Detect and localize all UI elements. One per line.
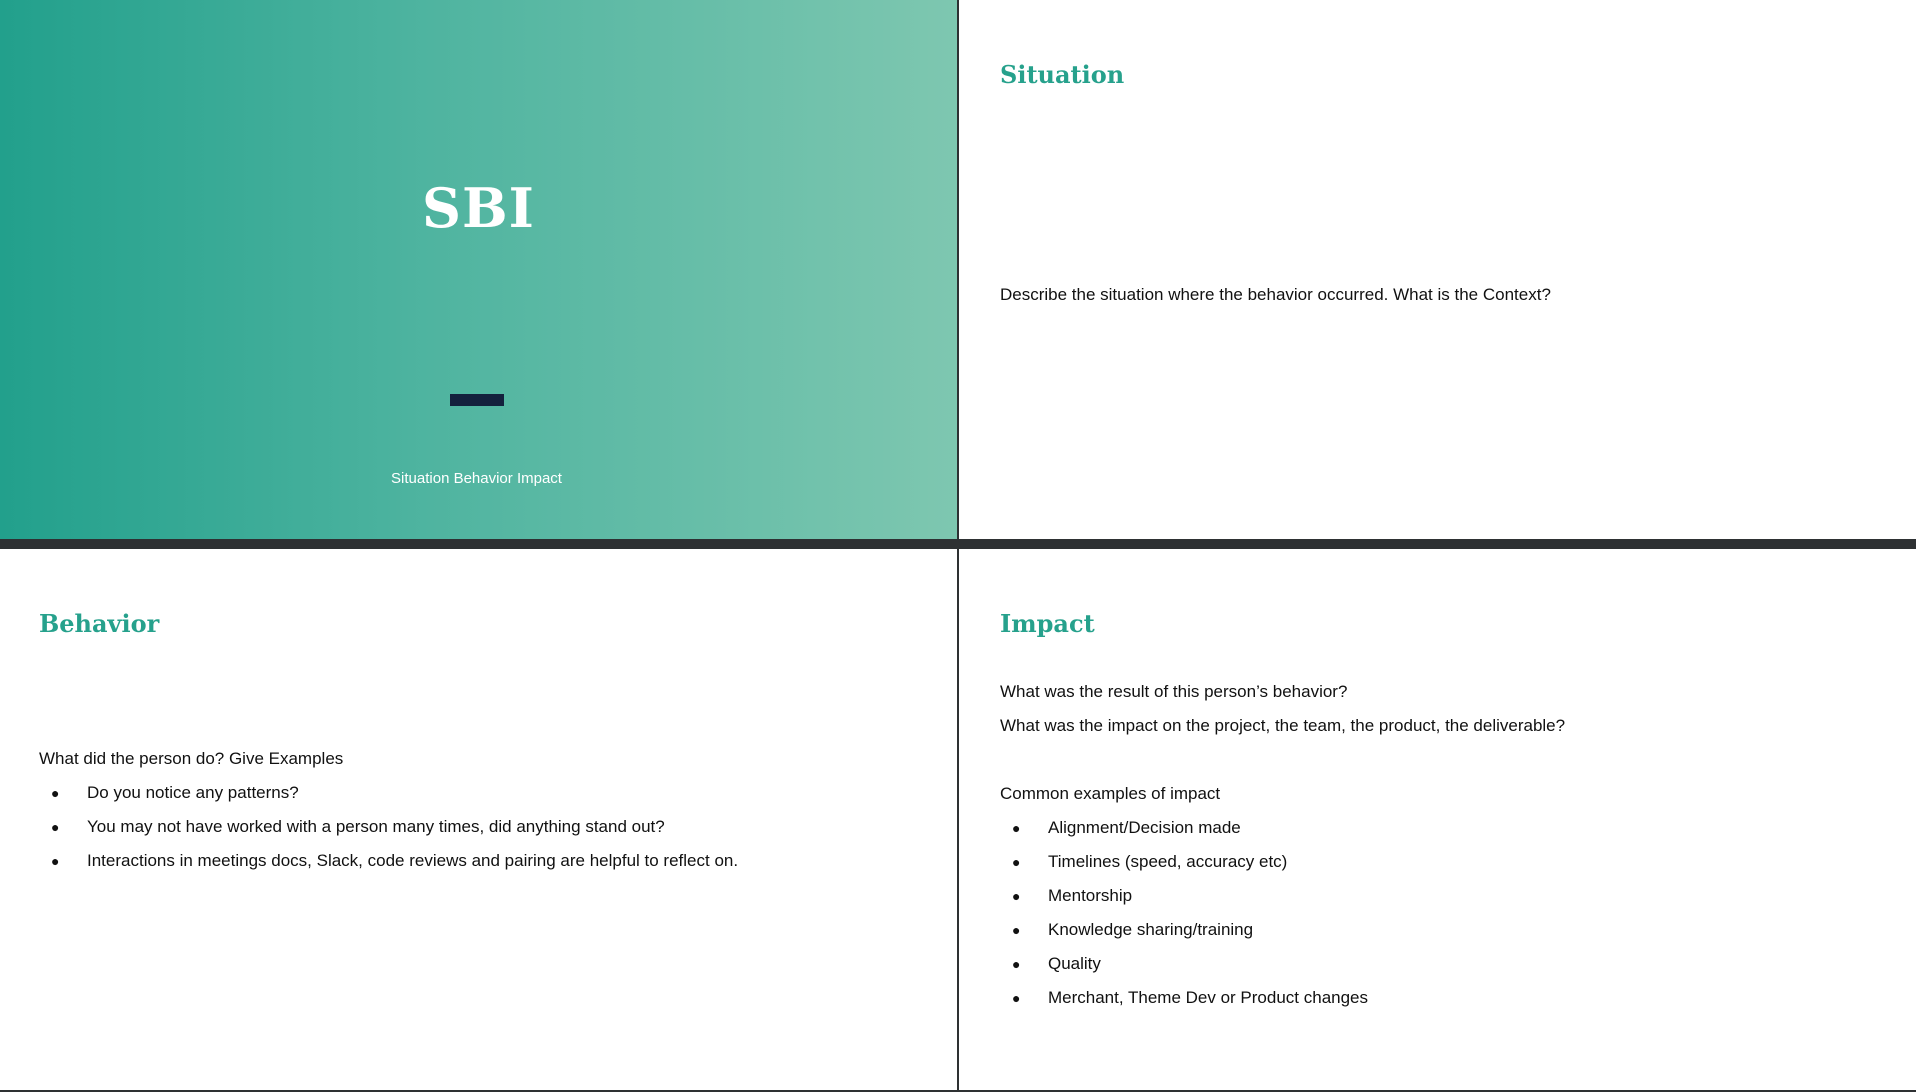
list-item [1000,879,1565,913]
list-item [1000,947,1565,981]
bullet-icon: ● [51,785,60,801]
list-item-text: Knowledge sharing/training [1048,920,1254,939]
list-item [1000,913,1565,947]
list-item-text: Timelines (speed, accuracy etc) [1048,852,1288,871]
title-subtitle: Situation Behavior Impact [391,470,562,487]
slide-situation[interactable] [959,0,1916,539]
list-item-text: Mentorship [1048,886,1133,905]
situation-heading: Situation [1000,60,1125,89]
bullet-icon: ● [1012,854,1021,870]
list-item-text: Quality [1048,954,1101,973]
bullet-icon: ● [1012,990,1021,1006]
behavior-body [39,742,738,878]
bullet-icon: ● [51,819,60,835]
impact-question-1: What was the result of this person’s behavior? [1000,682,1348,701]
behavior-heading: Behavior [39,609,160,638]
bullet-icon: ● [1012,922,1021,938]
list-item [39,844,738,878]
list-item [1000,981,1565,1015]
title-divider [450,394,504,406]
list-item-text: Do you notice any patterns? [87,783,299,802]
impact-examples-label: Common examples of impact [1000,784,1221,803]
impact-question-2: What was the impact on the project, the team, the product, the deliverable? [1000,716,1566,735]
bullet-icon: ● [1012,956,1021,972]
impact-heading: Impact [1000,609,1095,638]
list-item-text: Alignment/Decision made [1048,818,1241,837]
bullet-icon: ● [1012,888,1021,904]
bullet-icon: ● [51,853,60,869]
impact-bullet-list [1000,811,1565,1015]
slide-impact[interactable] [959,549,1916,1090]
bullet-icon: ● [1012,820,1021,836]
list-item [1000,811,1565,845]
list-item [39,776,738,810]
list-item-text: Merchant, Theme Dev or Product changes [1048,988,1369,1007]
behavior-bullet-list [39,776,738,878]
list-item [39,810,738,844]
situation-text: Describe the situation where the behavior occurred. What is the Context? [1000,285,1551,304]
list-item-text: Interactions in meetings docs, Slack, code reviews and pairing are helpful to reflect on. [87,851,739,870]
list-item [1000,845,1565,879]
slide-behavior[interactable] [0,549,957,1090]
slide-title[interactable] [0,0,957,539]
behavior-intro: What did the person do? Give Examples [39,749,344,768]
impact-body [1000,675,1565,1015]
title-heading: SBI [422,176,535,240]
list-item-text: You may not have worked with a person many times, did anything stand out? [87,817,665,836]
spacer [1000,743,1565,777]
